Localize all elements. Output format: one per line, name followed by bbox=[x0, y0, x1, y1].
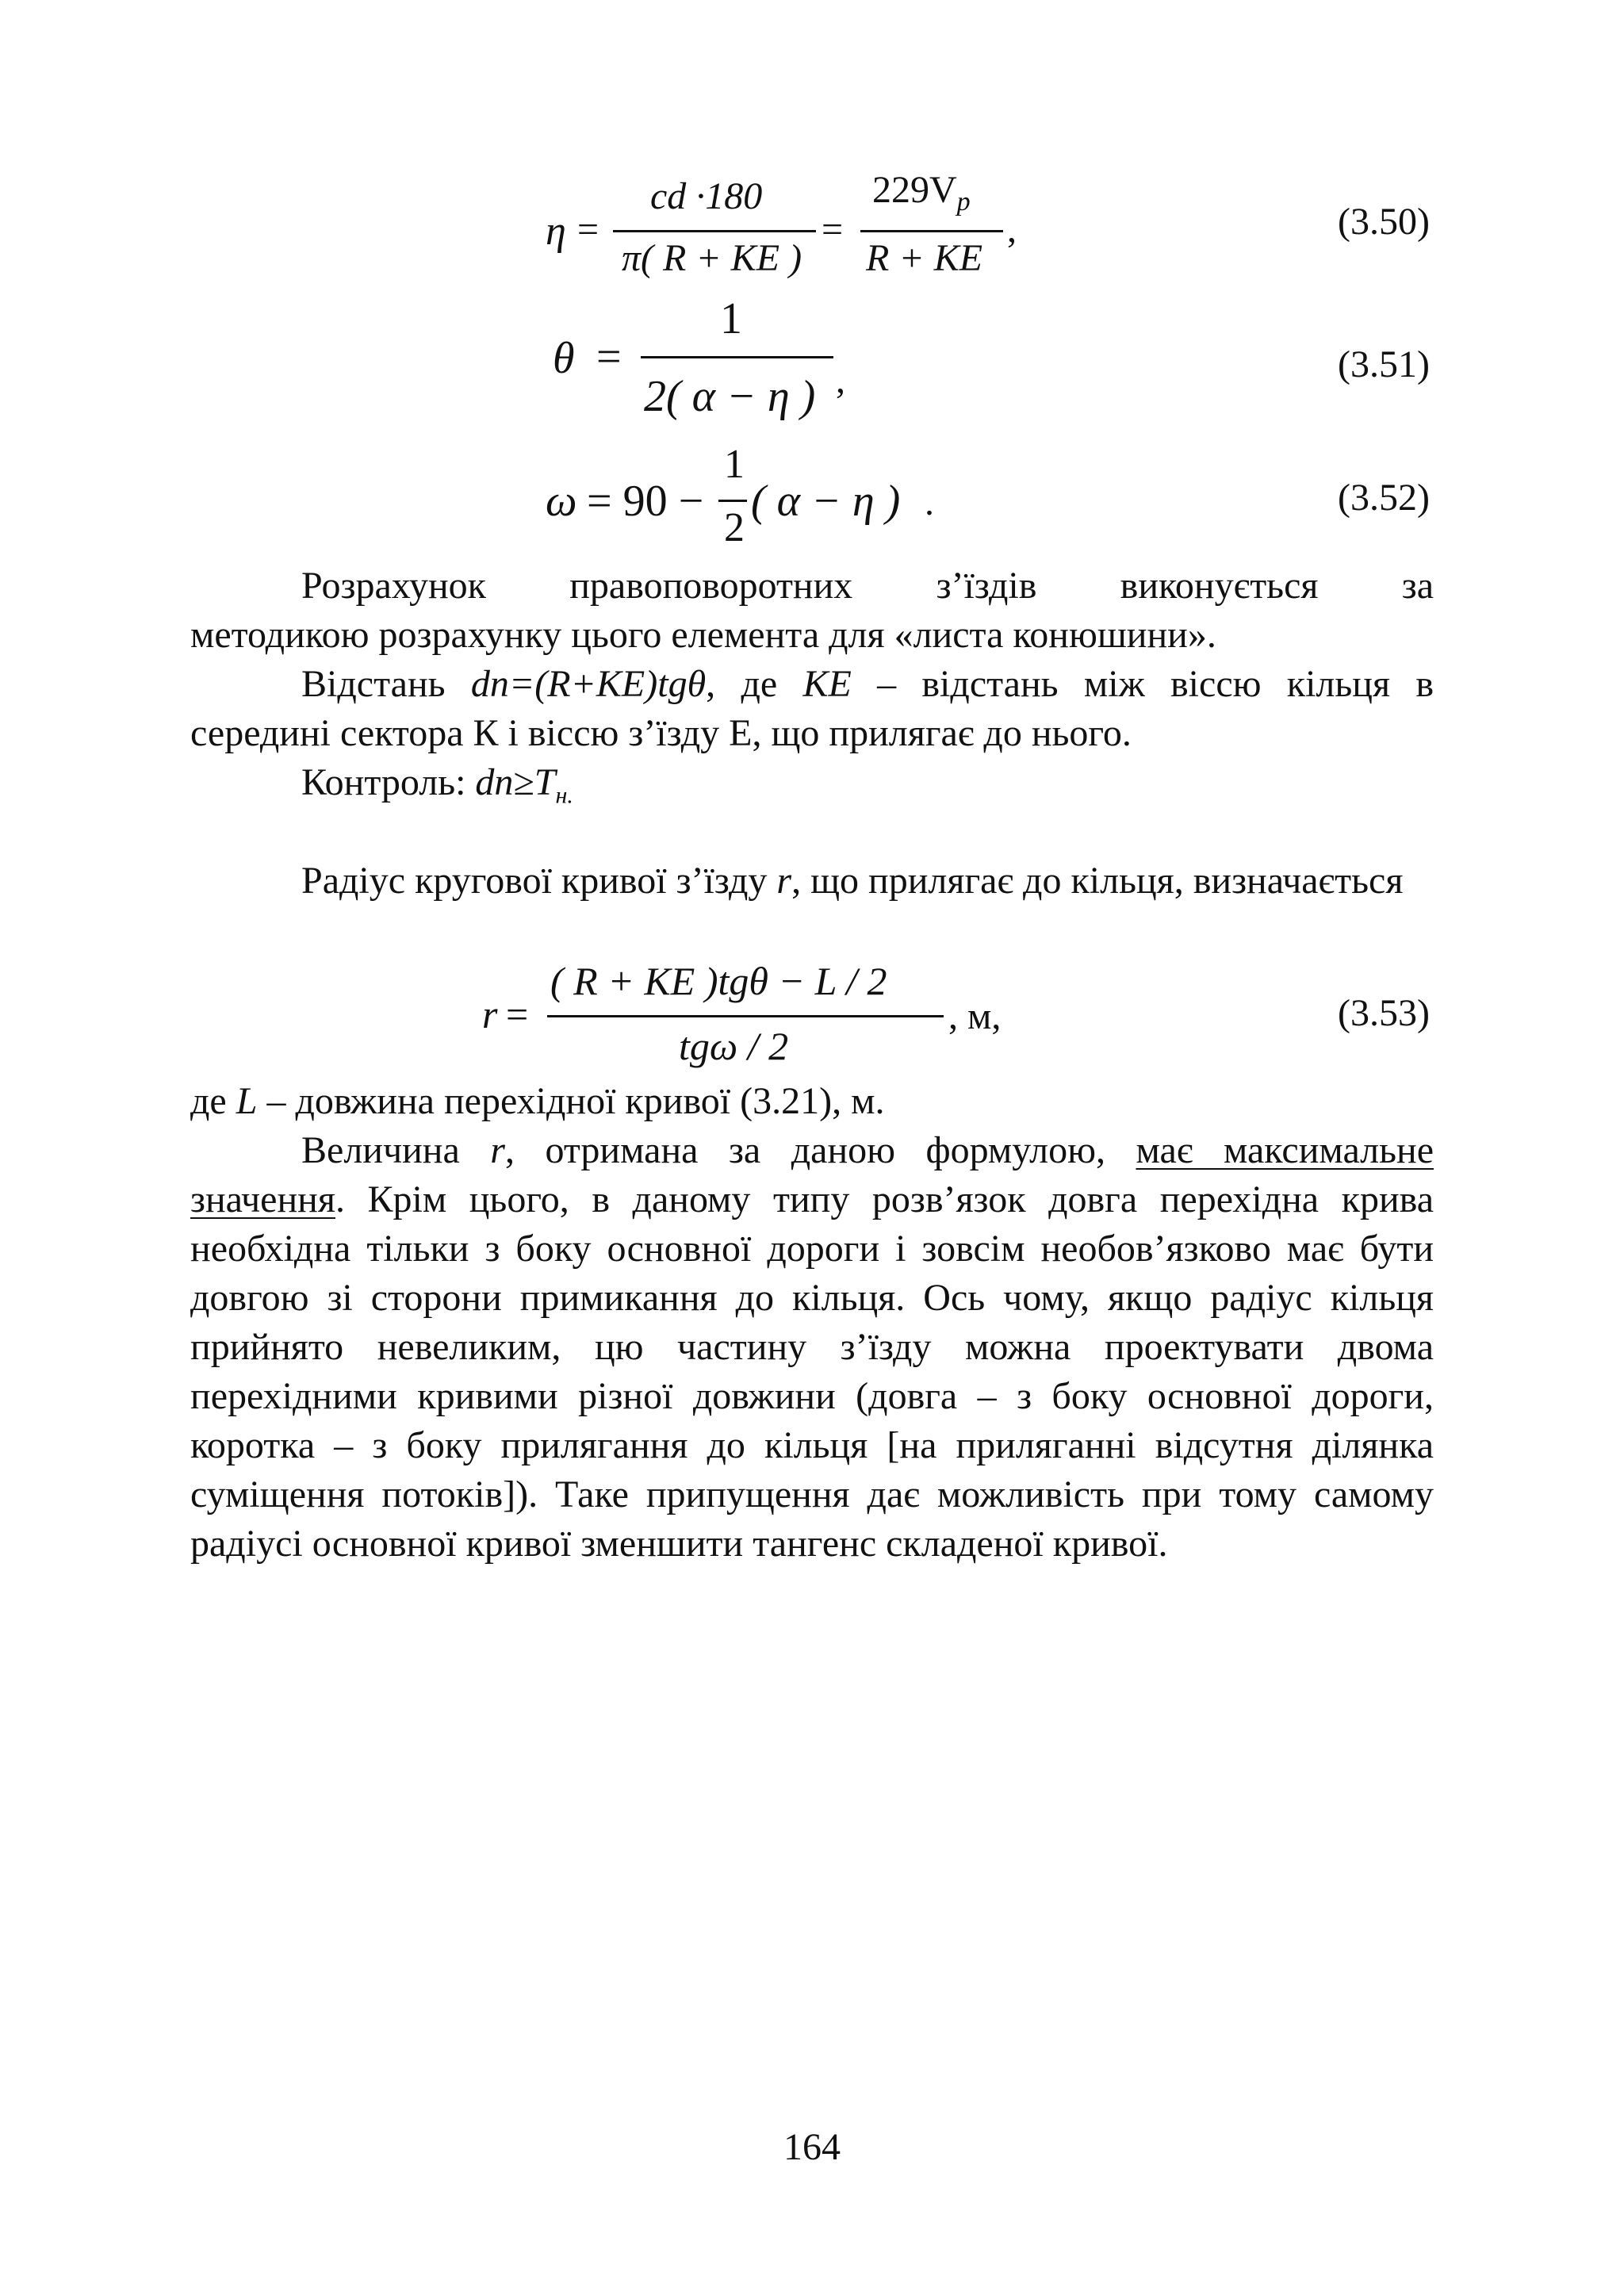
eq350-denominator-2: R + KE bbox=[866, 237, 983, 279]
eq353-numerator: ( R + KE )tgθ − L / 2 bbox=[550, 959, 887, 1003]
equation-number-3-50: (3.50) bbox=[1338, 201, 1430, 243]
eq352-equals-90-minus: = 90 − bbox=[587, 477, 704, 526]
paragraph-5: де L – довжина перехідної кривої (3.21), м. bbox=[190, 1080, 885, 1122]
p2-formula: dn=(R+KE)tgθ bbox=[470, 663, 707, 705]
p1-word-4: виконується bbox=[1120, 565, 1319, 607]
eq352-lhs: ω bbox=[546, 477, 577, 526]
eq351-fraction-bar bbox=[641, 356, 833, 358]
eq353-denominator: tgω / 2 bbox=[679, 1024, 789, 1068]
paragraph-3: Контроль: $dn\ge T_{н.}$ bbox=[301, 761, 573, 809]
paragraph-1-line-1 bbox=[190, 561, 1434, 611]
eq352-paren-term: ( α − η ) bbox=[751, 477, 901, 526]
eq350-numerator-1: cd ·180 bbox=[650, 175, 763, 217]
eq351-comma: , bbox=[836, 359, 845, 401]
eq350-fraction-bar-2 bbox=[860, 230, 1003, 232]
underlined-phrase: має максимальне значення bbox=[190, 1129, 1434, 1220]
eq353-equals: = bbox=[506, 992, 529, 1036]
eq352-denominator: 2 bbox=[724, 505, 745, 550]
eq352-fraction-bar bbox=[718, 500, 747, 502]
p1-word-5: за bbox=[1401, 565, 1434, 607]
paragraph-6: Величина r, отримана за даною формулою, має максимальне значення. Крім цього, в даному типу розв’язок довга перехідна крива необхідна тільки з боку основної дороги і зовсім необов’язково має бути довгою зі сторони примикання до кільця. Ось чому, якщо радіус кільця прийнято невеликим, цю частину з’їзду можна проектувати двома перехідними кривими різної довжини (довга – з боку основної дороги, коротка – з боку прилягання до кільця [на приляганні відсутня ділянка суміщення потоків]). Таке припущення дає можливість при тому самому радіусі основної кривої зменшити тангенс складеної кривої. bbox=[190, 1129, 1434, 1565]
eq350-numerator-2: $229V_p$ bbox=[872, 169, 971, 216]
paragraph-4: Радіус кругової кривої з’їзду r, що прилягає до кільця, визначається bbox=[301, 860, 1404, 902]
paragraph-2: Відстань dn=(R+KE)tgθ, де KE – відстань між віссю кільця в середині сектора К і віссю з’їзду Е, що прилягає до нього. bbox=[190, 663, 1434, 754]
eq353-lhs: r bbox=[482, 992, 498, 1036]
p3-formula: $dn\ge T_{н.}$ bbox=[475, 761, 573, 809]
paragraph-1 bbox=[190, 561, 1434, 660]
eq353-unit: , м, bbox=[948, 995, 1002, 1037]
page-number: 164 bbox=[783, 2126, 841, 2168]
p1-word-3: з’їздів bbox=[936, 565, 1037, 607]
eq353-fraction-bar bbox=[547, 1015, 944, 1017]
eq351-equals: = bbox=[596, 332, 622, 381]
paragraph-1-line-2: методикою розрахунку цього елемента для «листа конюшини». bbox=[190, 614, 1216, 656]
eq350-equals-1: = bbox=[577, 209, 599, 251]
eq351-numerator: 1 bbox=[720, 294, 742, 343]
equation-number-3-53: (3.53) bbox=[1338, 992, 1430, 1034]
eq352-period: . bbox=[925, 481, 934, 523]
eq350-fraction-bar-1 bbox=[613, 230, 816, 232]
eq350-equals-2: = bbox=[822, 209, 844, 251]
eq350-comma: , bbox=[1007, 209, 1017, 251]
eq351-lhs: θ bbox=[553, 334, 575, 383]
eq350-lhs: η bbox=[546, 209, 566, 254]
equation-number-3-51: (3.51) bbox=[1338, 343, 1430, 385]
eq350-denominator-1: π( R + KE ) bbox=[622, 237, 802, 279]
p1-word-1: Розрахунок bbox=[301, 565, 486, 607]
equation-number-3-52: (3.52) bbox=[1338, 477, 1430, 519]
p1-word-2: правоповоротних bbox=[569, 565, 853, 607]
eq352-numerator: 1 bbox=[724, 442, 745, 487]
eq351-denominator: 2( α − η ) bbox=[644, 372, 816, 421]
